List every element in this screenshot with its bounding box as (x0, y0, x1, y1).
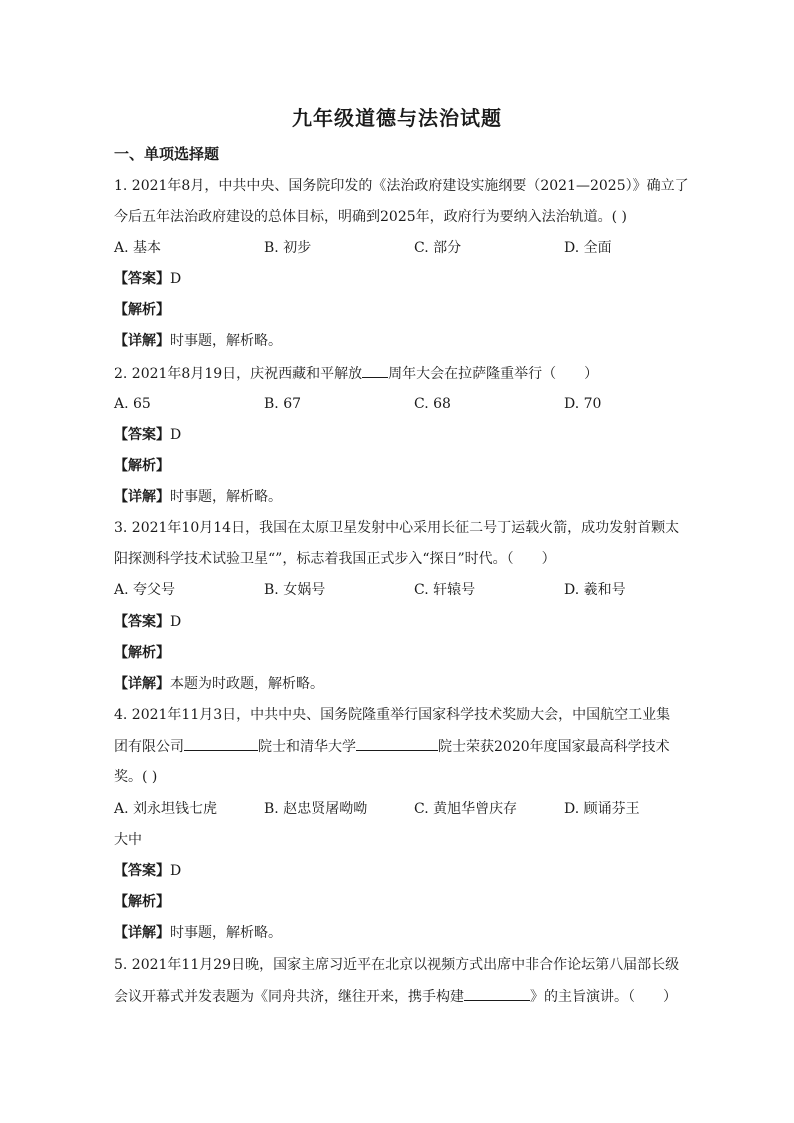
q4-detail (114, 923, 714, 943)
q4-stem-line2a: 团有限公司 (114, 739, 184, 755)
q2-blank (362, 363, 388, 378)
q4-option-b: B. 赵忠贤屠呦呦 (264, 801, 368, 817)
q3-option-d: D. 羲和号 (564, 582, 626, 598)
q2-detail-text: 时事题，解析略。 (170, 489, 282, 505)
answer-label: 【答案】 (114, 614, 170, 630)
q4-stem-line2 (114, 736, 714, 757)
q1-answer (114, 269, 714, 289)
q4-stem-line2c: 院士荣获2020年度国家最高科学技术 (438, 739, 670, 755)
q2-stem-post: 周年大会在拉萨隆重举行（ ） (388, 366, 599, 382)
q3-stem-line1: 3. 2021年10月14日，我国在太原卫星发射中心采用长征二号丁运载火箭，成功发射首颗太 (114, 520, 680, 536)
q4-blank-2 (356, 736, 438, 751)
analysis-label: 【解析】 (114, 302, 170, 318)
q1-option-a: A. 基本 (114, 240, 162, 256)
q2-option-a: A. 65 (114, 396, 151, 412)
q4-option-c: C. 黄旭华曾庆存 (414, 801, 518, 817)
q3-option-c: C. 轩辕号 (414, 582, 476, 598)
q5-stem-line2 (114, 986, 714, 1007)
q2-answer-value: D (170, 427, 182, 443)
q4-options (114, 799, 714, 819)
q2-detail (114, 487, 714, 507)
q1-stem-line2: 今后五年法治政府建设的总体目标，明确到2025年，政府行为要纳入法治轨道。( ) (114, 209, 628, 225)
q2-option-d: D. 70 (564, 396, 602, 412)
q3-answer-value: D (170, 614, 182, 630)
q4-blank-1 (184, 736, 258, 751)
detail-label: 【详解】 (114, 676, 170, 692)
analysis-label: 【解析】 (114, 645, 170, 661)
analysis-label: 【解析】 (114, 894, 170, 910)
q3-option-b: B. 女娲号 (264, 582, 326, 598)
q3-analysis (114, 643, 714, 663)
q2-stem (114, 363, 714, 384)
q1-detail (114, 331, 714, 351)
q5-stem-line2b: 》的主旨演讲。（ ） (530, 989, 677, 1005)
q1-answer-value: D (170, 271, 182, 287)
q4-option-d-wrap: 大中 (114, 832, 142, 848)
q2-answer (114, 425, 714, 445)
q3-answer (114, 612, 714, 632)
page-title: 九年级道德与法治试题 (292, 106, 502, 130)
q1-detail-text: 时事题，解析略。 (170, 333, 282, 349)
q1-option-c: C. 部分 (414, 240, 462, 256)
q4-option-a: A. 刘永坦钱七虎 (114, 801, 218, 817)
q5-stem-line2a: 会议开幕式并发表题为《同舟共济，继往开来，携手构建 (114, 989, 464, 1005)
detail-label: 【详解】 (114, 333, 170, 349)
q3-detail-text: 本题为时政题，解析略。 (170, 676, 324, 692)
q4-answer (114, 861, 714, 881)
answer-label: 【答案】 (114, 271, 170, 287)
q2-options (114, 394, 714, 414)
q3-option-a: A. 夸父号 (114, 582, 176, 598)
q4-analysis (114, 892, 714, 912)
q3-options (114, 580, 714, 600)
answer-label: 【答案】 (114, 427, 170, 443)
q4-option-d: D. 顾诵芬王 (564, 801, 640, 817)
analysis-label: 【解析】 (114, 458, 170, 474)
q3-stem-line2: 阳探测科学技术试验卫星“”，标志着我国正式步入“探日”时代。（ ） (114, 551, 556, 567)
q2-option-c: C. 68 (414, 396, 451, 412)
q4-stem-line2b: 院士和清华大学 (258, 739, 356, 755)
q2-stem-pre: 2. 2021年8月19日，庆祝西藏和平解放 (114, 366, 363, 382)
q1-stem-line1: 1. 2021年8月，中共中央、国务院印发的《法治政府建设实施纲要（2021—2025）》确立了 (114, 178, 689, 194)
q5-blank (464, 986, 530, 1001)
q1-analysis (114, 300, 714, 320)
q4-detail-text: 时事题，解析略。 (170, 925, 282, 941)
q2-option-b: B. 67 (264, 396, 302, 412)
q5-stem-line1: 5. 2021年11月29日晚，国家主席习近平在北京以视频方式出席中非合作论坛第八届部长级 (114, 957, 680, 973)
q2-analysis (114, 456, 714, 476)
section-heading: 一、单项选择题 (114, 145, 220, 163)
detail-label: 【详解】 (114, 925, 170, 941)
q1-option-d: D. 全面 (564, 240, 612, 256)
q1-option-b: B. 初步 (264, 240, 312, 256)
q1-options (114, 238, 714, 258)
detail-label: 【详解】 (114, 489, 170, 505)
answer-label: 【答案】 (114, 863, 170, 879)
q4-stem-line1: 4. 2021年11月3日，中共中央、国务院隆重举行国家科学技术奖励大会，中国航空工业集 (114, 707, 671, 723)
q3-detail (114, 674, 714, 694)
q4-stem-line3: 奖。( ) (114, 769, 158, 785)
q4-answer-value: D (170, 863, 182, 879)
